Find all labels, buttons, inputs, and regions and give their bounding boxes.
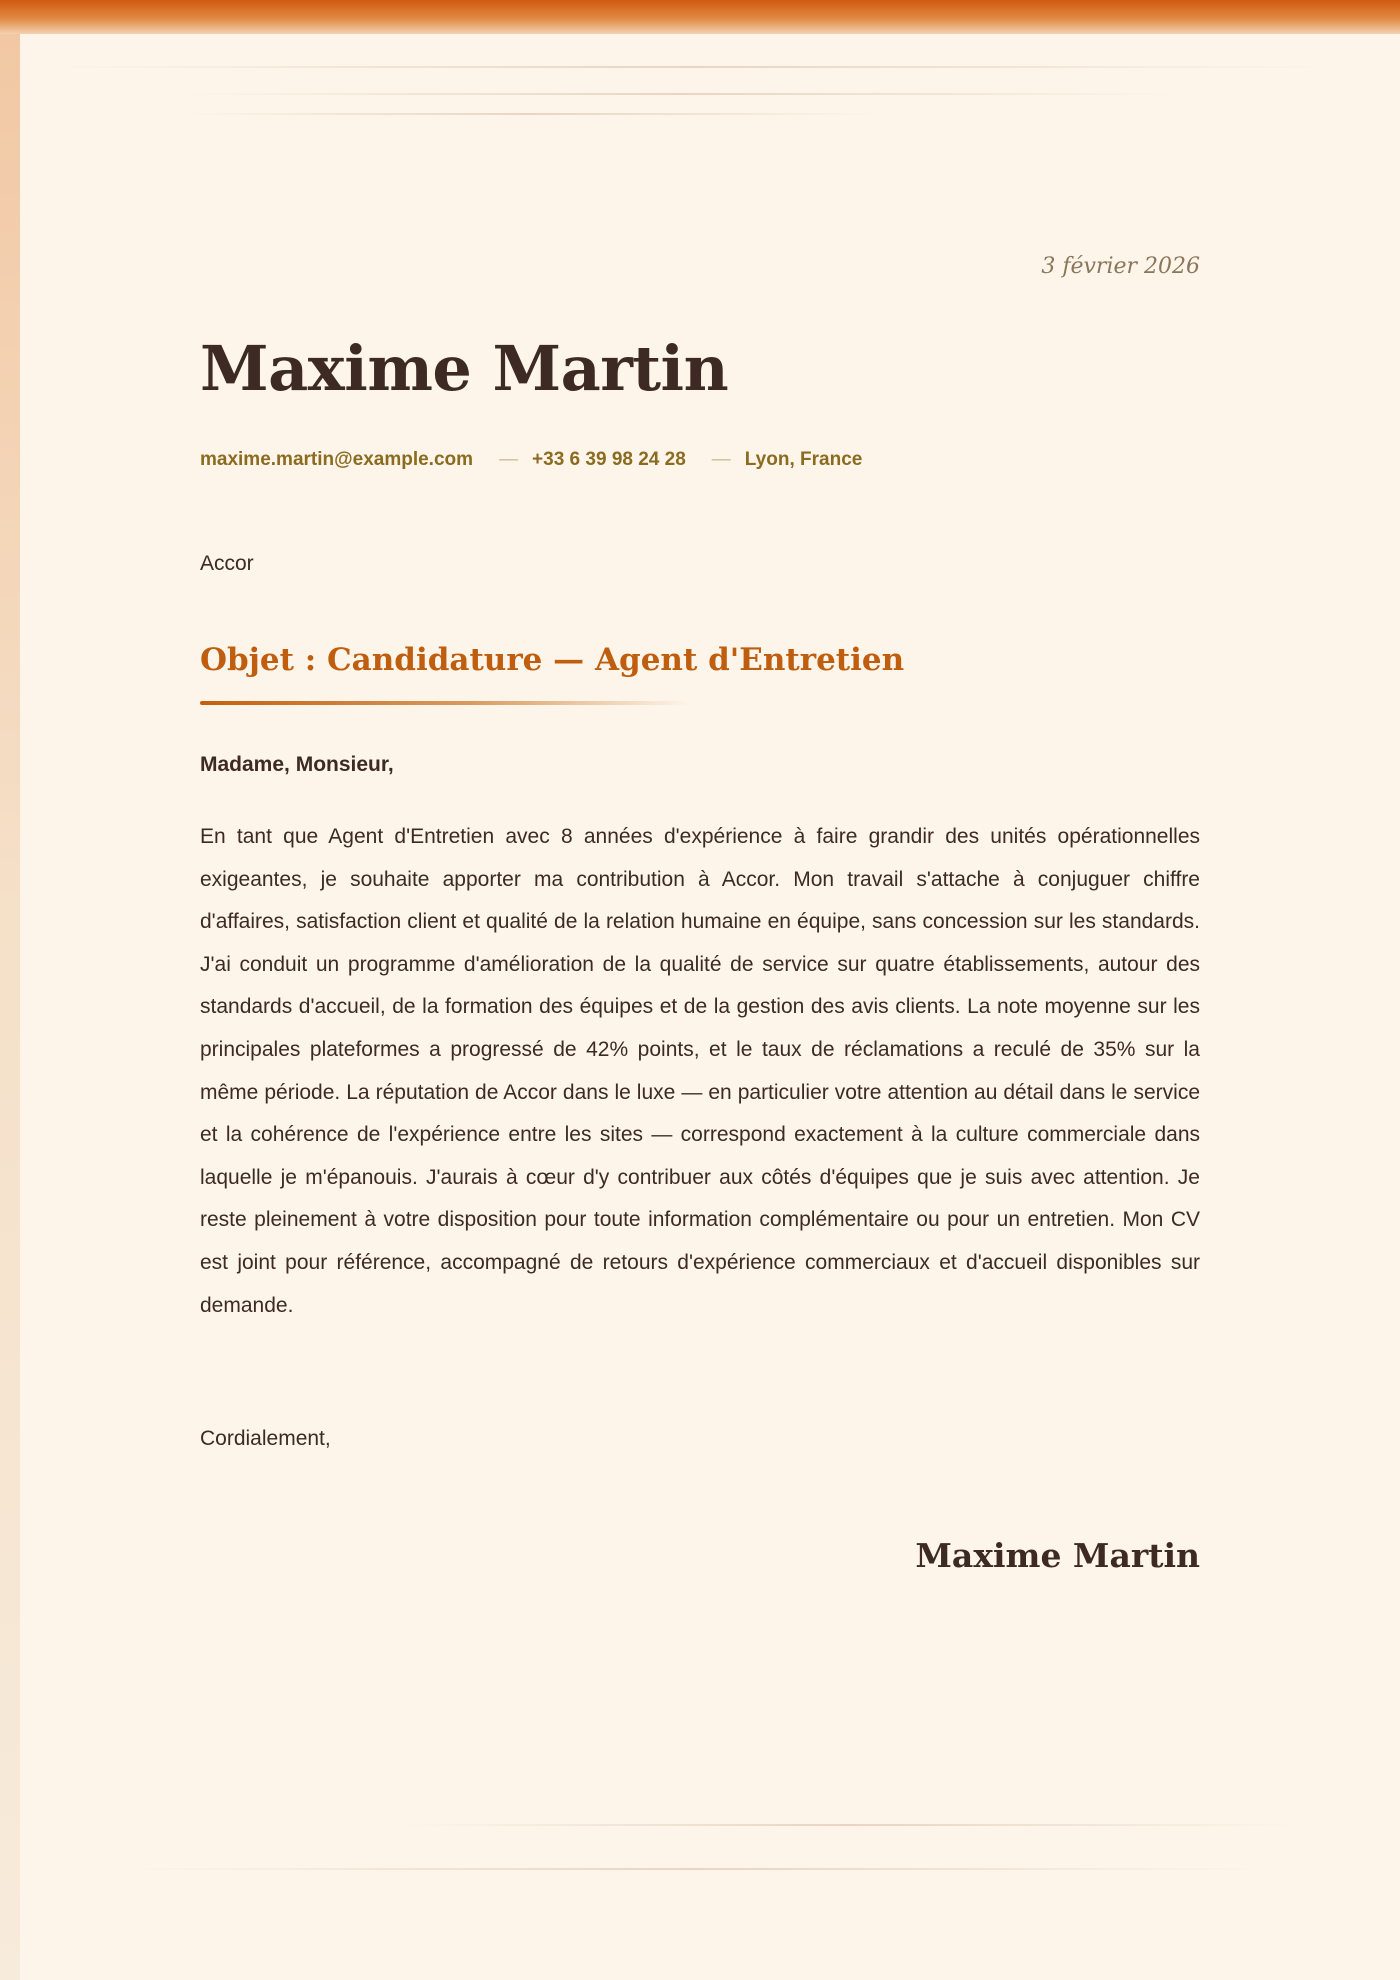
- decorative-rule: [120, 1868, 1270, 1870]
- contact-phone: +33 6 39 98 24 28: [532, 449, 686, 470]
- left-accent-band: [0, 34, 20, 1980]
- letter-date: 3 février 2026: [1041, 254, 1200, 279]
- decorative-rule: [40, 66, 1340, 68]
- contact-line: [200, 449, 862, 471]
- decorative-rule: [180, 113, 880, 115]
- closing: Cordialement,: [200, 1427, 331, 1450]
- top-accent-band: [0, 0, 1400, 34]
- subject-underline: [200, 701, 690, 705]
- signature: Maxime Martin: [915, 1536, 1200, 1575]
- contact-location: Lyon, France: [744, 449, 863, 470]
- contact-separator: —: [711, 449, 731, 470]
- decorative-rule: [180, 93, 1180, 95]
- recipient-company: Accor: [200, 552, 254, 575]
- letter-body: En tant que Agent d'Entretien avec 8 années d'expérience à faire grandir des unités opérationnelles exigeantes, je souhaite apporter ma contribution à Accor. Mon travail s'attache à conjuguer chiffre d'affaires, satisfaction client et qualité de la relation humaine en équipe, sans concession sur les standards. J'ai conduit un programme d'amélioration de la qualité de service sur quatre établissements, autour des standards d'accueil, de la formation des équipes et de la gestion des avis clients. La note moyenne sur les principales plateformes a progressé de 42% points, et le taux de réclamations a reculé de 35% sur la même période. La réputation de Accor dans le luxe — en particulier votre attention au détail dans le service et la cohérence de l'expérience entre les sites — correspond exactement à la culture commerciale dans laquelle je m'épanouis. J'aurais à cœur d'y contribuer aux côtés d'équipes que je suis avec attention. Je reste pleinement à votre disposition pour toute information complémentaire ou pour un entretien. Mon CV est joint pour référence, accompagné de retours d'expérience commerciaux et d'accueil disponibles sur demande.: [200, 825, 1200, 1317]
- salutation: Madame, Monsieur,: [200, 753, 394, 776]
- contact-email: maxime.martin@example.com: [200, 449, 474, 470]
- contact-separator: —: [499, 449, 519, 470]
- decorative-rule: [400, 1824, 1300, 1826]
- sender-name: Maxime Martin: [200, 332, 729, 405]
- letter-subject: Objet : Candidature — Agent d'Entretien: [200, 642, 905, 678]
